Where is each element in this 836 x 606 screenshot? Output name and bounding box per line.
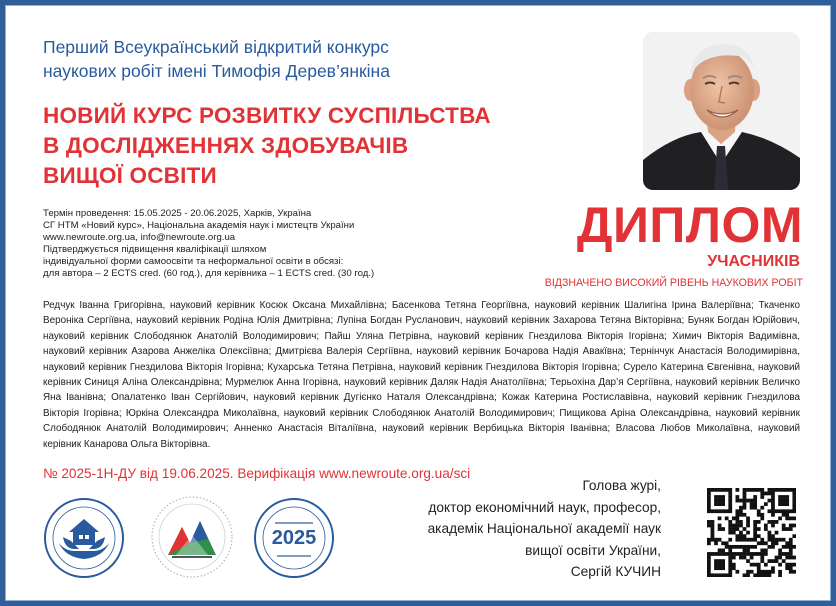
hands-house-icon [43,497,125,579]
signature-line-1: Голова журі, [582,478,661,493]
course-title [43,101,563,191]
course-title-line-1: НОВИЙ КУРС РОЗВИТКУ СУСПІЛЬСТВА [43,103,491,128]
event-dates: Термін проведення: 15.05.2025 - 20.06.2025, Харків, Україна [43,208,312,219]
event-contacts: www.newroute.org.ua, info@newroute.org.ua [43,232,236,243]
signature-line-5: Сергій КУЧИН [570,564,661,579]
diploma-title: ДИПЛОМ [576,197,803,253]
course-title-line-3: ВИЩОЇ ОСВІТИ [43,163,217,188]
portrait-photo [643,32,800,190]
event-info [43,208,483,280]
contest-name-line-1: Перший Всеукраїнський відкритий конкурс [43,37,389,57]
qualification-note-3: для автора – 2 ECTS cred. (60 год.), для керівника – 1 ECTS cred. (30 год.) [43,268,375,279]
event-organizers: СГ НТМ «Новий курс», Національна академія наук і мистецтв України [43,220,355,231]
verification-line: № 2025-1Н-ДУ від 19.06.2025. Верифікація www.newroute.org.ua/sci [43,466,471,481]
jury-signature [335,475,661,583]
qualification-note-2: індивідуальної форми самоосвіти та неформальної освіти в обсязі: [43,256,344,267]
signature-line-2: доктор економічний наук, професор, [428,499,661,515]
contest-name-line-2: наукових робіт імені Тимофія Дерев’янкіна [43,61,390,81]
contest-name [43,35,473,83]
signature-line-4: вищої освіти України, [525,542,661,558]
portrait-photo-icon [643,32,800,190]
course-title-line-2: В ДОСЛІДЖЕННЯХ ЗДОБУВАЧІВ [43,133,409,158]
year-2025-badge [253,497,335,579]
hands-house-logo [43,497,125,579]
participants-list: Редчук Іванна Григорівна, науковий керівник Косюк Оксана Михайлівна; Басенкова Тетяна Георгіївна, науковий керівник Шалигіна Ірина Валеріївна; Ткаченко Вероніка Сергіївна, науковий керівник Родіна Юлія Дмитрівна; Лупіна Богдан Русланович, науковий керівник Захарова Тетяна Вікторівна; Буняк Богдан Юрійович, науковий керівник Слободянюк Анатолій Володимирович; Пайш Уляна Петрівна, науковий керівник Гнездилова Вікторія Ігорівна; Химич Вікторія Вадимівна, науковий керівник Азарова Анжеліка Олексіївна; Дмитрієва Валерія Сергіївна, науковий керівник Бочарова Надія Авакївна; Тернінчук Анастасія Володимирівна, науковий керівник Гнездилова Вікторія Ігорівна; Кухарська Тетяна Петрівна, науковий керівник Гнездилова Вікторія Ігорівна; Сурело Катерина Євгенівна, науковий керівник Синиця Аліна Олександрівна; Мурмелюк Анна Ігорівна, науковий керівник Даляк Надія Анатоліївна; Терьохіна Дар’я Сергіївна, науковий керівник Величко Яна Іванівна; Опалатенко Іван Сергійович, науковий керівник Дугієнко Наталя Олександрівна; Кожак Катерина Ростиславівна, науковий керівник Гнездилова Вікторія Ігорівна; Юркіна Олександра Миколаївна, науковий керівник Слободянюк Анатолій Володимирович; Пищикова Аріна Олександрівна, науковий керівник Слободянюк Анатолій Володимирович; Анненко Анастасія Віталіївна, науковий керівник Вербицька Вікторія Іванівна; Власова Любов Миколаївна, науковий керівник Канарова Ольга Вікторівна. [43,300,800,450]
mountains-emblem-logo [150,495,234,579]
qr-code[interactable] [707,488,796,577]
signature-line-3: академік Національної академії наук [427,521,661,536]
qualification-note-1: Підтверджується підвищення кваліфікації шляхом [43,244,267,255]
year-badge-label: 2025 [271,527,317,549]
diploma-subtitle: УЧАСНИКІВ [707,253,800,270]
mountains-emblem-icon [150,495,234,579]
qr-code-icon [707,488,796,577]
diploma-recognition: ВІДЗНАЧЕНО ВИСОКИЙ РІВЕНЬ НАУКОВИХ РОБІТ [544,277,803,289]
